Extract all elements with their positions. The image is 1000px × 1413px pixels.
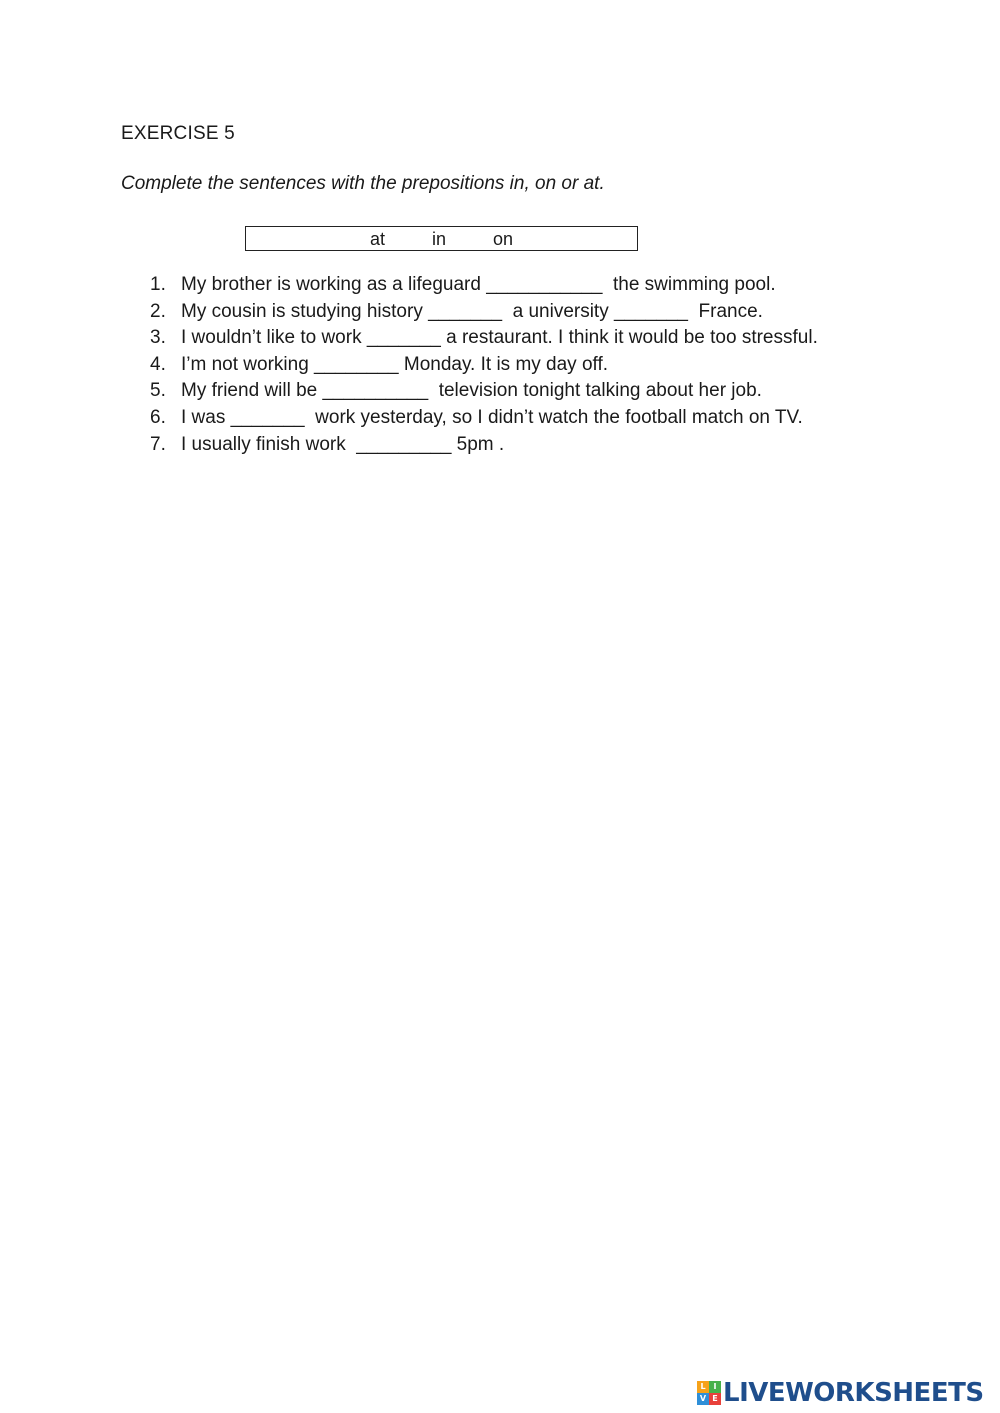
sentence-item xyxy=(150,272,818,299)
sentence-number: 4. xyxy=(150,353,166,375)
logo-mark-letter: E xyxy=(709,1393,721,1405)
sentence-number: 1. xyxy=(150,274,166,295)
sentence-text[interactable]: I wouldn’t like to work _______ a restaurant. I think it would be too stressful. xyxy=(181,327,818,349)
sentence-number: 3. xyxy=(150,327,166,349)
sentence-item xyxy=(150,299,818,326)
exercise-instruction: Complete the sentences with the prepositions in, on or at. xyxy=(121,173,605,194)
logo-mark-letter: I xyxy=(709,1381,721,1393)
logo-mark-letter: L xyxy=(697,1381,709,1393)
sentence-number: 6. xyxy=(150,406,166,428)
logo-mark-letter: V xyxy=(697,1393,709,1405)
exercise-heading: EXERCISE 5 xyxy=(121,123,235,144)
sentence-number: 7. xyxy=(150,433,166,455)
sentence-text[interactable]: My brother is working as a lifeguard ___________ the swimming pool. xyxy=(181,274,776,295)
sentence-item xyxy=(150,432,818,459)
sentence-list xyxy=(150,272,818,458)
word-bank-item: at xyxy=(370,229,386,249)
sentence-text[interactable]: My friend will be __________ television tonight talking about her job. xyxy=(181,380,762,402)
word-bank-item: in xyxy=(432,229,447,249)
sentence-item xyxy=(150,325,818,352)
word-bank-item: on xyxy=(493,229,514,249)
sentence-number: 5. xyxy=(150,380,166,402)
sentence-item xyxy=(150,405,818,432)
liveworksheets-logo-icon xyxy=(697,1381,721,1405)
sentence-item xyxy=(150,378,818,405)
word-bank-box xyxy=(245,226,638,251)
sentence-item xyxy=(150,352,818,379)
sentence-text[interactable]: My cousin is studying history _______ a university _______ France. xyxy=(181,300,763,322)
liveworksheets-logo[interactable] xyxy=(697,1378,984,1408)
logo-text: LIVEWORKSHEETS xyxy=(723,1378,984,1408)
sentence-text[interactable]: I usually finish work _________ 5pm . xyxy=(181,433,505,455)
sentence-text[interactable]: I’m not working ________ Monday. It is my day off. xyxy=(181,353,609,375)
sentence-number: 2. xyxy=(150,300,166,322)
sentence-text[interactable]: I was _______ work yesterday, so I didn’t watch the football match on TV. xyxy=(181,406,803,428)
